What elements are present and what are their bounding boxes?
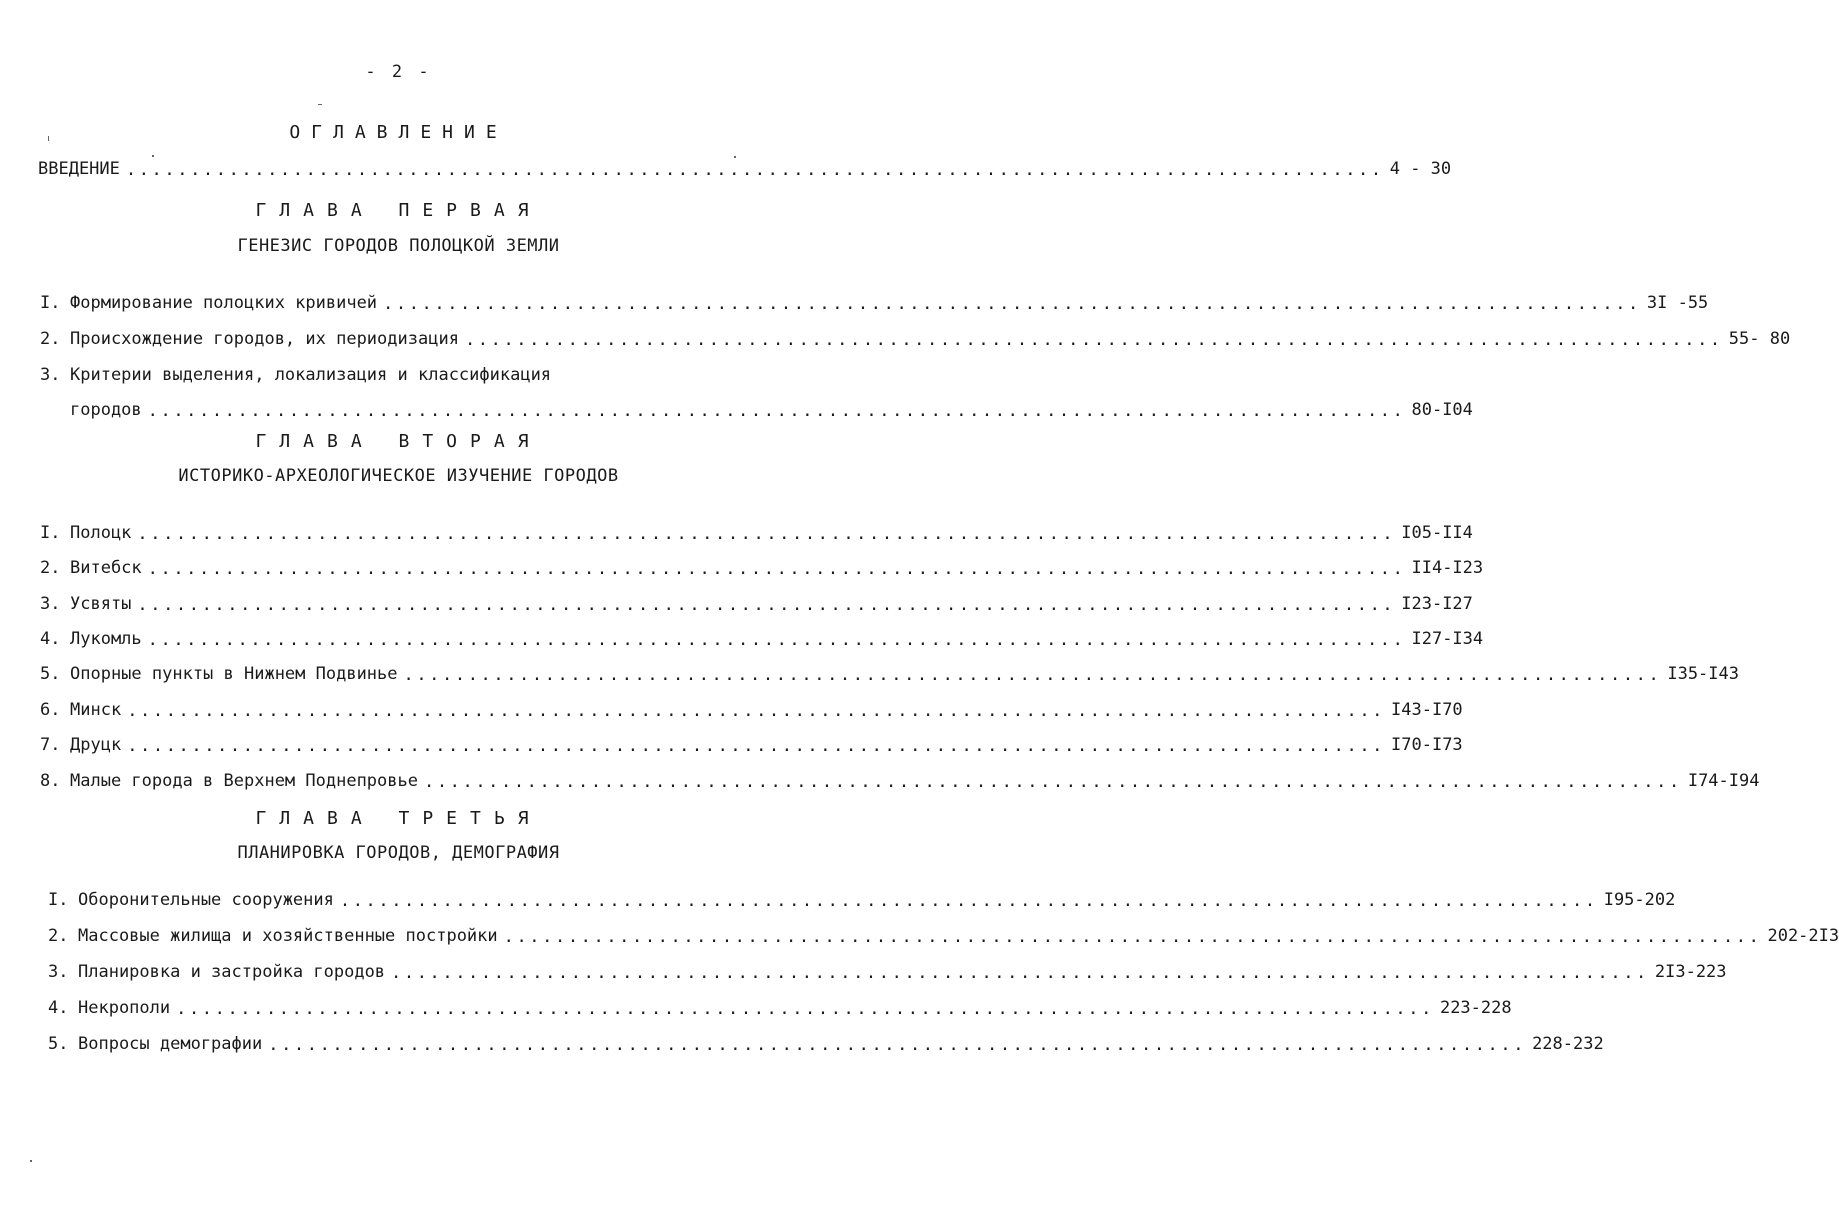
toc-entry-pages: 80-I04 (1411, 400, 1473, 420)
toc-entry-number: 4. (48, 998, 69, 1018)
toc-entry (40, 361, 714, 385)
leader-dots: .................................................................................................. (127, 736, 1386, 756)
toc-entry-number: 5. (40, 664, 61, 684)
toc-entry-number: I. (48, 890, 69, 910)
leader-dots: .................................................................................................. (137, 595, 1396, 615)
page-number: - 2 - (365, 62, 432, 82)
toc-entry-number: 2. (40, 558, 61, 578)
toc-entry-number: I. (40, 523, 61, 543)
scan-speck (48, 136, 49, 141)
toc-entry-label: Минск (70, 700, 122, 720)
leader-dots: .................................................................................................. (176, 999, 1434, 1019)
leader-dots: .................................................................................................. (339, 891, 1598, 911)
toc-entry-pages: 2I3-223 (1654, 962, 1727, 982)
toc-entry (48, 886, 1676, 911)
toc-entry-pages: 3I -55 (1646, 293, 1709, 313)
scan-speck (734, 156, 736, 158)
leader-dots: .................................................................................................. (391, 963, 1649, 983)
leader-dots: .................................................................................................. (383, 294, 1641, 314)
toc-entry (48, 1030, 1604, 1055)
toc-entry-label: Усвяты (70, 594, 132, 614)
toc-entry (40, 660, 1739, 685)
toc-entry-label: Вопросы демографии (78, 1034, 263, 1054)
leader-dots: .................................................................................................. (464, 330, 1723, 350)
toc-entry-label: Лукомль (70, 629, 142, 649)
toc-entry (40, 554, 1484, 579)
toc-entry-pages: 228-232 (1532, 1034, 1604, 1054)
toc-entry-number: 6. (40, 700, 61, 720)
toc-entry-number: I. (40, 293, 61, 313)
toc-entry-pages: I74-I94 (1687, 771, 1760, 791)
leader-dots: .................................................................................................. (127, 701, 1386, 721)
toc-entry-continuation (70, 396, 1473, 421)
chapter-2-subtitle: ИСТОРИКО-АРХЕОЛОГИЧЕСКОЕ ИЗУЧЕНИЕ ГОРОДОВ (178, 466, 619, 486)
toc-entry-pages: 4 - 30 (1389, 159, 1452, 179)
toc-entry-label: ВВЕДЕНИЕ (38, 159, 120, 179)
toc-entry-pages: 202-2I3 (1767, 926, 1839, 946)
toc-entry-intro (38, 155, 1452, 180)
leader-dots: .................................................................................................. (147, 401, 1406, 421)
chapter-1-heading: ГЛАВА ПЕРВАЯ (255, 200, 542, 221)
toc-entry (40, 325, 1791, 350)
toc-entry-pages: 55- 80 (1728, 329, 1791, 349)
toc-entry (40, 696, 1463, 721)
toc-entry-number: 4. (40, 629, 61, 649)
toc-entry-pages: I23-I27 (1401, 594, 1473, 614)
toc-entry-label: Некрополи (78, 998, 171, 1018)
toc-entry (40, 289, 1709, 314)
toc-entry-pages: I35-I43 (1667, 664, 1739, 684)
toc-entry-pages: I43-I70 (1391, 700, 1463, 720)
toc-entry-pages: I70-I73 (1391, 735, 1463, 755)
chapter-2-heading: ГЛАВА ВТОРАЯ (255, 431, 542, 452)
toc-entry (40, 590, 1473, 615)
leader-dots: .................................................................................................. (424, 772, 1682, 792)
toc-entry-label: Критерии выделения, локализация и классификация (70, 365, 552, 385)
toc-entry (48, 958, 1727, 983)
leader-dots: .................................................................................................. (137, 524, 1396, 544)
toc-entry-number: 2. (40, 329, 61, 349)
toc-entry-pages: II4-I23 (1411, 558, 1484, 578)
toc-entry (48, 994, 1512, 1019)
toc-entry-number: 7. (40, 735, 61, 755)
chapter-3-heading: ГЛАВА ТРЕТЬЯ (255, 808, 542, 829)
toc-entry (40, 767, 1760, 792)
chapter-3-subtitle: ПЛАНИРОВКА ГОРОДОВ, ДЕМОГРАФИЯ (237, 843, 560, 863)
chapter-1-subtitle: ГЕНЕЗИС ГОРОДОВ ПОЛОЦКОЙ ЗЕМЛИ (237, 236, 560, 256)
toc-entry-label: Массовые жилища и хозяйственные постройки (78, 926, 498, 946)
toc-entry-number: 8. (40, 771, 61, 791)
leader-dots: .................................................................................................. (125, 160, 1384, 180)
toc-entry-label: Полоцк (70, 523, 132, 543)
toc-entry-label: Опорные пункты в Нижнем Подвинье (70, 664, 398, 684)
leader-dots: .................................................................................................. (147, 559, 1406, 579)
leader-dots: .................................................................................................. (147, 630, 1406, 650)
toc-entry-number: 2. (48, 926, 69, 946)
toc-entry (40, 731, 1463, 756)
toc-entry-label: Планировка и застройка городов (78, 962, 386, 982)
toc-entry (40, 625, 1484, 650)
toc-entry (48, 922, 1839, 947)
toc-entry-label: Оборонительные сооружения (78, 890, 334, 910)
toc-entry-number: 3. (40, 365, 61, 385)
toc-entry-number: 3. (40, 594, 61, 614)
toc-title: ОГЛАВЛЕНИЕ (289, 122, 508, 143)
toc-entry-pages: I95-202 (1603, 890, 1676, 910)
toc-entry (40, 519, 1473, 544)
toc-entry-number: 3. (48, 962, 69, 982)
toc-entry-pages: I05-II4 (1401, 523, 1473, 543)
leader-dots: .................................................................................................. (268, 1035, 1527, 1055)
toc-entry-label: Происхождение городов, их периодизация (70, 329, 459, 349)
toc-entry-label: Витебск (70, 558, 142, 578)
leader-dots: .................................................................................................. (403, 665, 1662, 685)
toc-entry-label: Друцк (70, 735, 122, 755)
toc-entry-label: городов (70, 400, 142, 420)
leader-dots: .................................................................................................. (503, 927, 1762, 947)
toc-entry-label: Малые города в Верхнем Поднепровье (70, 771, 418, 791)
toc-entry-pages: 223-228 (1439, 998, 1512, 1018)
scan-speck (30, 1160, 32, 1162)
scan-speck (318, 104, 322, 105)
toc-entry-number: 5. (48, 1034, 69, 1054)
toc-entry-label: Формирование полоцких кривичей (70, 293, 378, 313)
scan-speck (152, 155, 154, 157)
toc-entry-pages: I27-I34 (1411, 629, 1484, 649)
